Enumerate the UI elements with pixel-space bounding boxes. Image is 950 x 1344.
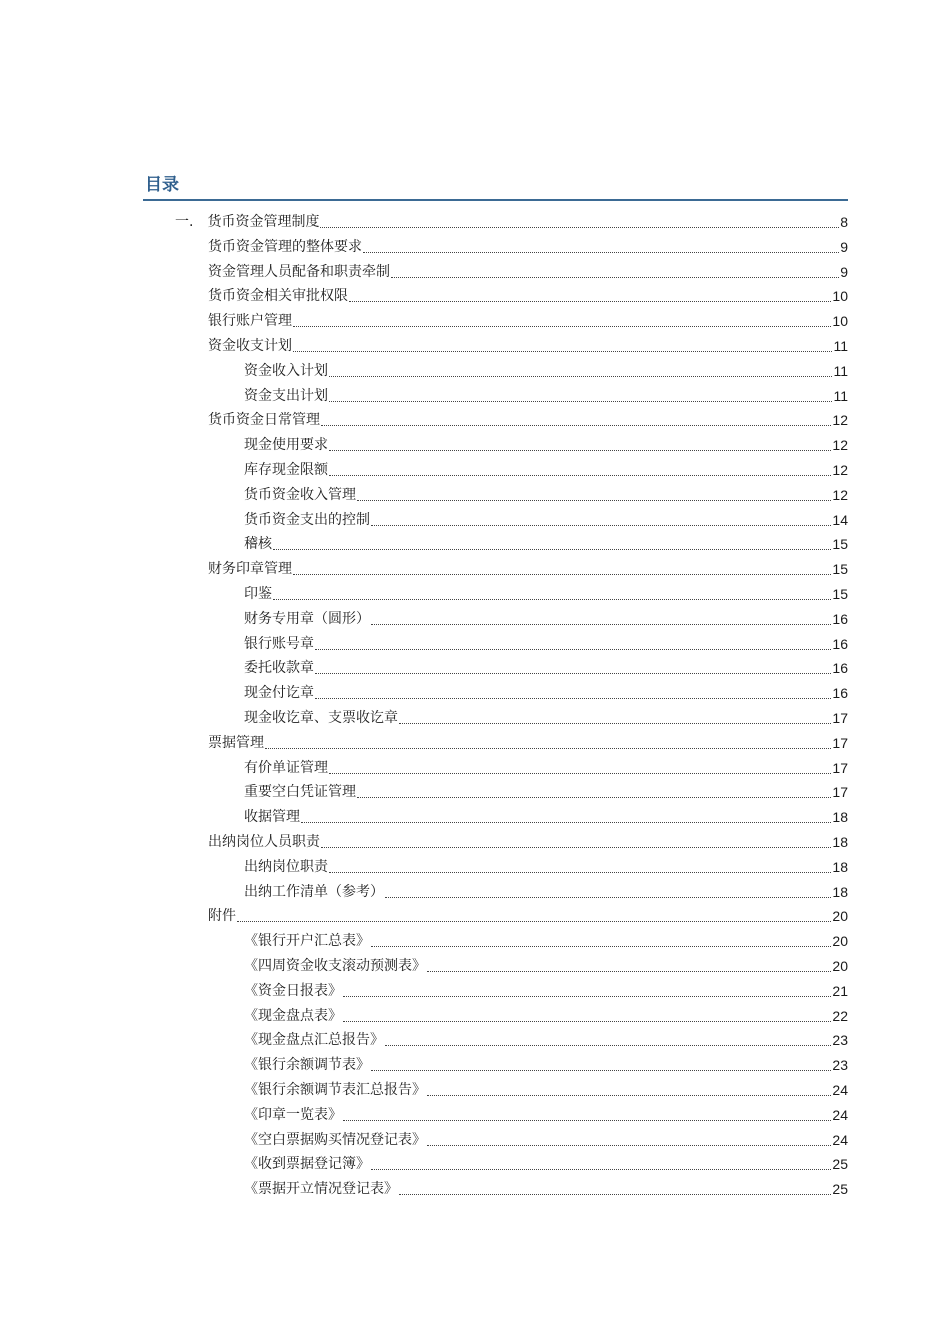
toc-entry-page-number: 16	[832, 685, 848, 701]
toc-entry-label: 财务印章管理	[208, 561, 292, 577]
dot-leader	[385, 1045, 831, 1046]
toc-entry-label: 出纳岗位职责	[244, 859, 328, 875]
toc-entry-page-number: 15	[832, 586, 848, 602]
toc-entry[interactable]	[208, 406, 848, 430]
dot-leader	[343, 1120, 831, 1121]
toc-entry-page-number: 14	[832, 512, 848, 528]
toc-entry-label: 出纳工作清单（参考）	[244, 884, 384, 900]
toc-entry-label: 《印章一览表》	[244, 1107, 342, 1123]
dot-leader	[357, 500, 831, 501]
toc-entry[interactable]	[244, 506, 848, 530]
toc-entry-label: 货币资金相关审批权限	[208, 288, 348, 304]
toc-entry-label: 货币资金管理制度	[207, 214, 320, 230]
dot-leader	[329, 376, 832, 377]
dot-leader	[293, 574, 831, 575]
dot-leader	[427, 971, 831, 972]
toc-entry[interactable]	[244, 977, 848, 1001]
toc-entry-page-number: 12	[832, 462, 848, 478]
toc-entry[interactable]	[244, 778, 848, 802]
toc-entry-label: 资金管理人员配备和职责牵制	[208, 264, 390, 280]
toc-entry-page-number: 25	[832, 1181, 848, 1197]
dot-leader	[357, 797, 831, 798]
toc-entry-label: 重要空白凭证管理	[244, 784, 356, 800]
toc-entry[interactable]	[244, 580, 848, 604]
toc-entry-label: 资金收入计划	[244, 363, 328, 379]
toc-entry-label: 财务专用章（圆形）	[244, 611, 370, 627]
toc-entry-page-number: 16	[832, 636, 848, 652]
toc-entry-page-number: 24	[832, 1132, 848, 1148]
dot-leader	[371, 946, 831, 947]
dot-leader	[329, 401, 832, 402]
toc-entry[interactable]	[244, 1175, 848, 1199]
toc-entry-label: 《四周资金收支滚动预测表》	[244, 958, 426, 974]
toc-entry[interactable]	[208, 729, 848, 753]
dot-leader	[329, 450, 831, 451]
dot-leader	[371, 624, 831, 625]
toc-entry[interactable]	[244, 1126, 848, 1150]
toc-entry[interactable]	[208, 233, 848, 257]
toc-entry-label: 《收到票据登记簿》	[244, 1156, 370, 1172]
dot-leader	[427, 1145, 831, 1146]
toc-entry-page-number: 17	[832, 784, 848, 800]
dot-leader	[343, 996, 831, 997]
dot-leader	[399, 1194, 831, 1195]
dot-leader	[391, 277, 839, 278]
toc-entry[interactable]	[208, 307, 848, 331]
toc-entry-label: 出纳岗位人员职责	[208, 834, 320, 850]
toc-entry-page-number: 22	[832, 1008, 848, 1024]
toc-entry-label: 货币资金日常管理	[208, 412, 320, 428]
toc-entry-page-number: 17	[832, 735, 848, 751]
dot-leader	[427, 1095, 831, 1096]
toc-entry-page-number: 15	[832, 536, 848, 552]
toc-entry[interactable]	[175, 208, 848, 232]
toc-entry[interactable]	[208, 555, 848, 579]
toc-entry-label: 库存现金限额	[244, 462, 328, 478]
toc-entry[interactable]	[244, 878, 848, 902]
dot-leader	[349, 301, 831, 302]
toc-entry-page-number: 9	[840, 264, 848, 280]
toc-entry[interactable]	[244, 927, 848, 951]
toc-entry[interactable]	[244, 456, 848, 480]
toc-entry-number: 一.	[175, 214, 194, 230]
toc-entry[interactable]	[244, 853, 848, 877]
dot-leader	[293, 326, 831, 327]
toc-entry-page-number: 17	[832, 710, 848, 726]
toc-entry-label: 《资金日报表》	[244, 983, 342, 999]
dot-leader	[320, 227, 839, 228]
toc-entry-label: 现金付讫章	[244, 685, 314, 701]
dot-leader	[371, 1070, 831, 1071]
dot-leader	[321, 425, 831, 426]
toc-entry[interactable]	[244, 382, 848, 406]
toc-entry-page-number: 23	[832, 1057, 848, 1073]
toc-entry-page-number: 11	[833, 388, 848, 404]
toc-entry[interactable]	[244, 1026, 848, 1050]
toc-entry[interactable]	[208, 828, 848, 852]
toc-entry-page-number: 12	[832, 487, 848, 503]
toc-entry-page-number: 8	[840, 214, 848, 230]
dot-leader	[321, 847, 831, 848]
toc-entry-page-number: 25	[832, 1156, 848, 1172]
toc-entry-label: 有价单证管理	[244, 760, 328, 776]
toc-entry[interactable]	[208, 332, 848, 356]
toc-entry-page-number: 10	[832, 313, 848, 329]
toc-entry-label: 《现金盘点汇总报告》	[244, 1032, 384, 1048]
toc-entry-label: 稽核	[244, 536, 272, 552]
toc-entry-label: 《现金盘点表》	[244, 1008, 342, 1024]
toc-entry-label: 货币资金管理的整体要求	[208, 239, 362, 255]
toc-entry-page-number: 12	[832, 437, 848, 453]
toc-entry[interactable]	[244, 1076, 848, 1100]
dot-leader	[343, 1021, 831, 1022]
toc-entry-page-number: 17	[832, 760, 848, 776]
toc-entry-page-number: 23	[832, 1032, 848, 1048]
toc-entry[interactable]	[208, 902, 848, 926]
dot-leader	[315, 673, 831, 674]
toc-entry-page-number: 24	[832, 1082, 848, 1098]
dot-leader	[329, 773, 831, 774]
dot-leader	[329, 872, 831, 873]
dot-leader	[273, 599, 831, 600]
toc-entry-page-number: 12	[832, 412, 848, 428]
toc-entry-page-number: 18	[832, 809, 848, 825]
toc-entry-label: 收据管理	[244, 809, 300, 825]
dot-leader	[237, 921, 831, 922]
toc-entry-page-number: 20	[832, 958, 848, 974]
toc-entry-page-number: 18	[832, 884, 848, 900]
toc-entry-page-number: 10	[832, 288, 848, 304]
toc-entry-page-number: 24	[832, 1107, 848, 1123]
title-divider	[143, 199, 848, 201]
toc-entry[interactable]	[244, 754, 848, 778]
toc-entry[interactable]	[244, 357, 848, 381]
toc-entry-page-number: 11	[833, 363, 848, 379]
toc-entry[interactable]	[244, 1101, 848, 1125]
toc-entry-label: 货币资金支出的控制	[244, 512, 370, 528]
toc-entry-page-number: 20	[832, 933, 848, 949]
toc-entry-page-number: 16	[832, 660, 848, 676]
toc-entry[interactable]	[244, 481, 848, 505]
dot-leader	[371, 525, 831, 526]
toc-entry-label: 附件	[208, 908, 236, 924]
dot-leader	[273, 549, 831, 550]
toc-entry-label: 银行账户管理	[208, 313, 292, 329]
toc-entry[interactable]	[244, 1002, 848, 1026]
toc-entry-page-number: 21	[832, 983, 848, 999]
toc-entry-page-number: 15	[832, 561, 848, 577]
toc-entry-label: 货币资金收入管理	[244, 487, 356, 503]
dot-leader	[329, 475, 831, 476]
dot-leader	[385, 897, 831, 898]
toc-entry-label: 《票据开立情况登记表》	[244, 1181, 398, 1197]
dot-leader	[301, 822, 831, 823]
toc-entry-page-number: 20	[832, 908, 848, 924]
toc-entry[interactable]	[244, 704, 848, 728]
dot-leader	[363, 252, 839, 253]
toc-entry-page-number: 9	[840, 239, 848, 255]
dot-leader	[371, 1169, 831, 1170]
toc-entry-page-number: 18	[832, 834, 848, 850]
toc-entry-page-number: 18	[832, 859, 848, 875]
toc-title: 目录	[145, 175, 179, 195]
dot-leader	[399, 723, 831, 724]
toc-entry-label: 委托收款章	[244, 660, 314, 676]
toc-entry-page-number: 11	[833, 338, 848, 354]
toc-entry-label: 资金支出计划	[244, 388, 328, 404]
toc-entry-label: 资金收支计划	[208, 338, 292, 354]
toc-entry-page-number: 16	[832, 611, 848, 627]
toc-entry-label: 银行账号章	[244, 636, 314, 652]
dot-leader	[265, 748, 831, 749]
toc-entry[interactable]	[244, 952, 848, 976]
toc-entry-label: 《银行余额调节表》	[244, 1057, 370, 1073]
toc-entry-label: 票据管理	[208, 735, 264, 751]
toc-entry[interactable]	[244, 630, 848, 654]
toc-entry-label: 《银行余额调节表汇总报告》	[244, 1082, 426, 1098]
toc-entry[interactable]	[244, 605, 848, 629]
toc-entry-label: 现金收讫章、支票收讫章	[244, 710, 398, 726]
toc-entry[interactable]	[244, 803, 848, 827]
toc-entry[interactable]	[208, 282, 848, 306]
toc-entry-label: 《空白票据购买情况登记表》	[244, 1132, 426, 1148]
toc-entry[interactable]	[244, 654, 848, 678]
dot-leader	[315, 698, 831, 699]
toc-entry[interactable]	[244, 679, 848, 703]
toc-entry[interactable]	[244, 1150, 848, 1174]
toc-entry-label: 现金使用要求	[244, 437, 328, 453]
toc-entry[interactable]	[244, 530, 848, 554]
dot-leader	[315, 649, 831, 650]
toc-entry[interactable]	[244, 1051, 848, 1075]
toc-entry-label: 《银行开户汇总表》	[244, 933, 370, 949]
toc-entry[interactable]	[244, 431, 848, 455]
toc-entry[interactable]	[208, 258, 848, 282]
toc-entry-label: 印鉴	[244, 586, 272, 602]
dot-leader	[293, 351, 832, 352]
